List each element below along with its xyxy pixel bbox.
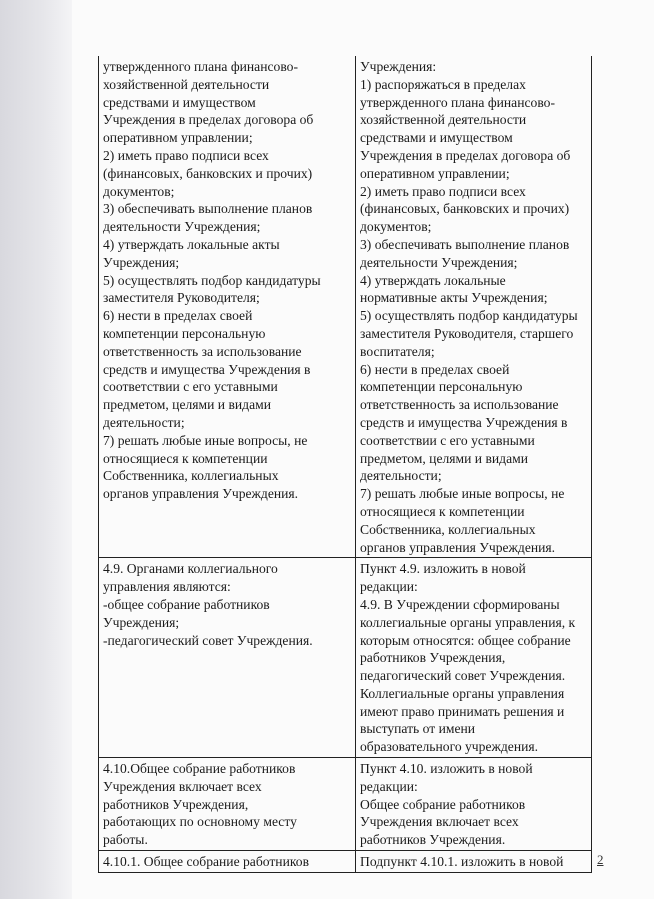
text-line: воспитателя;: [360, 343, 435, 359]
page-number: 2: [597, 852, 604, 867]
text-line: заместителя Руководителя, старшего: [360, 325, 574, 341]
text-line: 1) распоряжаться в пределах: [360, 76, 526, 92]
amended-text-cell: [356, 56, 591, 557]
text-line: предметом, целями и видами: [360, 450, 528, 466]
text-line: относящиеся к компетенции: [103, 450, 268, 466]
text-line: относящиеся к компетенции: [360, 503, 525, 519]
text-line: 4.10.1. Общее собрание работников: [103, 854, 309, 870]
text-line: Учреждения в пределах договора об: [360, 147, 571, 163]
text-line: Учреждения:: [360, 59, 437, 74]
text-line: образовательного учреждения.: [360, 739, 539, 755]
text-line: документов;: [103, 183, 175, 199]
text-line: документов;: [360, 219, 432, 235]
text-line: деятельности;: [360, 468, 442, 484]
current-text-cell: [99, 851, 356, 872]
current-text-cell: [99, 758, 356, 850]
text-line: 4.9. Органами коллегиального: [103, 561, 278, 577]
text-line: работающих по основному месту: [103, 814, 297, 830]
text-line: средствами и имуществом: [360, 130, 513, 146]
text-line: Пункт 4.10. изложить в новой: [360, 761, 533, 777]
text-line: ответственность за использование: [360, 397, 559, 413]
text-line: Учреждения;: [103, 614, 180, 630]
amended-text-cell: [356, 758, 591, 850]
text-line: работы.: [103, 832, 148, 848]
current-text-cell: [99, 558, 356, 757]
text-line: средств и имущества Учреждения в: [103, 361, 311, 377]
text-line: 6) нести в пределах своей: [360, 361, 510, 377]
text-line: соответствии с его уставными: [360, 432, 535, 448]
text-line: нормативные акты Учреждения;: [360, 290, 548, 306]
text-line: Пункт 4.9. изложить в новой: [360, 561, 526, 577]
text-line: 7) решать любые иные вопросы, не: [103, 432, 308, 448]
text-line: 4) утверждать локальные акты: [103, 236, 280, 252]
text-line: оперативном управлении;: [103, 130, 253, 146]
text-line: деятельности Учреждения;: [360, 254, 518, 270]
text-line: соответствии с его уставными: [103, 379, 278, 395]
table-row: [99, 851, 591, 873]
amended-text-cell: [356, 558, 591, 757]
text-line: предметом, целями и видами: [103, 397, 271, 413]
scan-binding-shadow: [0, 0, 72, 899]
text-line: 5) осуществлять подбор кандидатуры: [360, 308, 578, 324]
text-line: работников Учреждения,: [103, 796, 249, 812]
text-line: Собственника, коллегиальных: [360, 521, 536, 537]
text-line: хозяйственной деятельности: [360, 112, 527, 128]
text-line: ответственность за использование: [103, 343, 302, 359]
text-line: 7) решать любые иные вопросы, не: [360, 486, 565, 502]
text-line: заместителя Руководителя;: [103, 290, 260, 306]
text-line: 2) иметь право подписи всех: [103, 147, 269, 163]
text-line: (финансовых, банковских и прочих): [360, 201, 570, 217]
text-line: которым относятся: общее собрание: [360, 632, 571, 648]
text-line: хозяйственной деятельности: [103, 76, 270, 92]
text-line: утвержденного плана финансово-: [103, 59, 298, 74]
text-line: деятельности;: [103, 414, 185, 430]
text-line: Общее собрание работников: [360, 796, 526, 812]
text-line: управления являются:: [103, 579, 231, 595]
table-row: [99, 558, 591, 758]
text-line: средств и имущества Учреждения в: [360, 414, 568, 430]
text-line: 4) утверждать локальные: [360, 272, 506, 288]
text-line: работников Учреждения,: [360, 650, 506, 666]
text-line: Учреждения в пределах договора об: [103, 112, 314, 128]
text-line: Учреждения включает всех: [360, 814, 519, 830]
text-line: выступать от имени: [360, 721, 476, 737]
text-line: 3) обеспечивать выполнение планов: [360, 236, 570, 252]
text-line: работников Учреждения.: [360, 832, 506, 848]
text-line: Собственника, коллегиальных: [103, 468, 279, 484]
text-line: деятельности Учреждения;: [103, 219, 261, 235]
text-line: 5) осуществлять подбор кандидатуры: [103, 272, 321, 288]
text-line: Учреждения включает всех: [103, 778, 262, 794]
text-line: коллегиальные органы управления, к: [360, 614, 576, 630]
text-line: Подпункт 4.10.1. изложить в новой: [360, 854, 564, 870]
current-text-cell: [99, 56, 356, 557]
text-line: средствами и имуществом: [103, 94, 256, 110]
text-line: редакции:: [360, 778, 418, 794]
text-line: 2) иметь право подписи всех: [360, 183, 526, 199]
text-line: 3) обеспечивать выполнение планов: [103, 201, 313, 217]
text-line: Учреждения;: [103, 254, 180, 270]
amendments-table: [98, 56, 592, 873]
text-line: 4.9. В Учреждении сформированы: [360, 596, 560, 612]
text-line: педагогический совет Учреждения.: [360, 668, 566, 684]
text-line: органов управления Учреждения.: [103, 486, 299, 502]
amended-text-cell: [356, 851, 591, 872]
text-line: компетенции персональную: [360, 379, 523, 395]
text-line: Коллегиальные органы управления: [360, 685, 565, 701]
text-line: (финансовых, банковских и прочих): [103, 165, 313, 181]
text-line: -педагогический совет Учреждения.: [103, 632, 313, 648]
text-line: 4.10.Общее собрание работников: [103, 761, 296, 777]
text-line: утвержденного плана финансово-: [360, 94, 555, 110]
text-line: органов управления Учреждения.: [360, 539, 556, 555]
table-row: [99, 56, 591, 558]
table-row: [99, 758, 591, 851]
text-line: компетенции персональную: [103, 325, 266, 341]
text-line: оперативном управлении;: [360, 165, 510, 181]
text-line: имеют право принимать решения и: [360, 703, 565, 719]
text-line: редакции:: [360, 579, 418, 595]
text-line: 6) нести в пределах своей: [103, 308, 253, 324]
text-line: -общее собрание работников: [103, 596, 270, 612]
